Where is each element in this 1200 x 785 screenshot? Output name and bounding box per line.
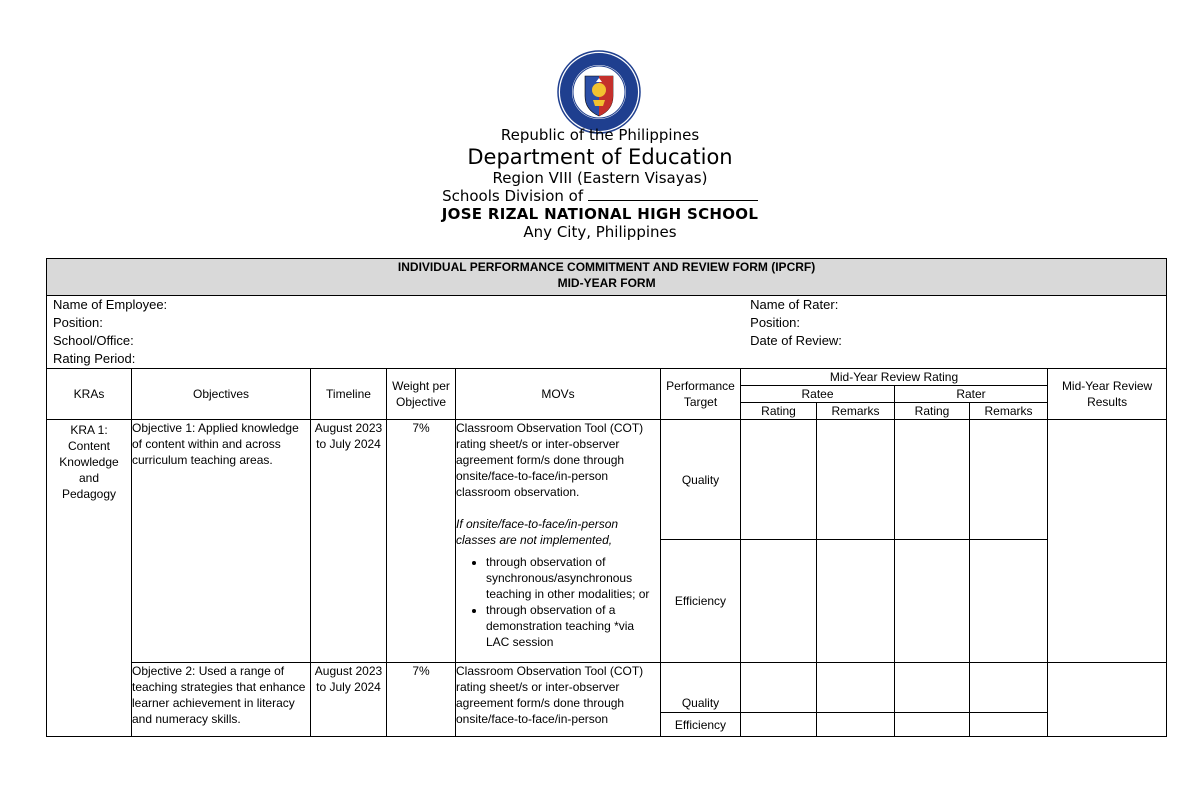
- objective-cell: Objective 2: Used a range of teaching strategies that enhance learner achievement in literacy and numeracy skills.: [132, 663, 311, 737]
- col-header-performance-target: Performance Target: [661, 369, 741, 420]
- col-header-results: Mid-Year Review Results: [1048, 369, 1167, 420]
- ipcrf-table: [46, 258, 1167, 737]
- kra-cell: KRA 1: Content Knowledge and Pedagogy: [47, 420, 132, 737]
- ratee-rating-input[interactable]: [741, 540, 817, 663]
- ratee-rating-input[interactable]: [741, 713, 817, 737]
- results-input[interactable]: [1048, 420, 1167, 663]
- rater-remarks-input[interactable]: [970, 713, 1048, 737]
- region-heading: Region VIII (Eastern Visayas): [492, 169, 708, 187]
- mov-note: If onsite/face-to-face/in-person classes are not implemented,: [456, 517, 619, 547]
- rater-remarks-input[interactable]: [970, 540, 1048, 663]
- col-header-ratee: Ratee: [741, 386, 895, 403]
- timeline-cell: August 2023 to July 2024: [311, 663, 387, 737]
- col-header-rater-remarks: Remarks: [970, 403, 1048, 420]
- school-office-label: School/Office:: [53, 333, 134, 348]
- rating-period-label: Rating Period:: [53, 351, 136, 366]
- republic-heading: Republic of the Philippines: [500, 126, 700, 144]
- date-of-review-label: Date of Review:: [750, 333, 842, 348]
- employee-fields: [53, 296, 743, 368]
- ratee-rating-input[interactable]: [741, 663, 817, 713]
- col-header-ratee-rating: Rating: [741, 403, 817, 420]
- form-subtitle: MID-YEAR FORM: [557, 276, 656, 290]
- col-header-movs: MOVs: [456, 369, 661, 420]
- col-header-ratee-remarks: Remarks: [817, 403, 895, 420]
- rater-rating-input[interactable]: [895, 663, 970, 713]
- target-efficiency-cell: Efficiency: [661, 540, 741, 663]
- target-efficiency-cell: Efficiency: [661, 713, 741, 737]
- name-of-employee-label: Name of Employee:: [53, 297, 168, 312]
- division-label: Schools Division of: [442, 187, 584, 205]
- rater-remarks-input[interactable]: [970, 420, 1048, 540]
- list-item: • through observation of synchronous/asynchronous teaching in other modalities; or: [486, 554, 660, 602]
- target-quality-cell: Quality: [661, 663, 741, 713]
- results-input[interactable]: [1048, 663, 1167, 737]
- division-heading: [0, 187, 1200, 205]
- timeline-cell: August 2023 to July 2024: [311, 420, 387, 663]
- col-header-kras: KRAs: [47, 369, 132, 420]
- table-row: [47, 420, 1167, 540]
- rater-position-label: Position:: [750, 315, 801, 330]
- col-header-mid-year-review-rating: Mid-Year Review Rating: [741, 369, 1048, 386]
- col-header-rater: Rater: [895, 386, 1048, 403]
- target-quality-cell: Quality: [661, 420, 741, 540]
- col-header-weight: Weight per Objective: [387, 369, 456, 420]
- position-label: Position:: [53, 315, 103, 330]
- ratee-remarks-input[interactable]: [817, 663, 895, 713]
- mov-text: Classroom Observation Tool (COT) rating sheet/s or inter-observer agreement form/s done through onsite/face-to-face/in-person classroom observation.: [456, 421, 644, 499]
- weight-cell: 7%: [387, 420, 456, 663]
- mov-bullet-list: [456, 554, 660, 650]
- ratee-remarks-input[interactable]: [817, 420, 895, 540]
- ratee-remarks-input[interactable]: [817, 713, 895, 737]
- weight-cell: 7%: [387, 663, 456, 737]
- city-heading: Any City, Philippines: [523, 223, 677, 241]
- division-blank-line: [588, 187, 758, 201]
- rater-rating-input[interactable]: [895, 540, 970, 663]
- form-title: INDIVIDUAL PERFORMANCE COMMITMENT AND REVIEW FORM (IPCRF): [397, 260, 816, 274]
- rater-fields: [750, 296, 1160, 368]
- employee-info-cell: [47, 296, 1167, 369]
- rater-rating-input[interactable]: [895, 713, 970, 737]
- col-header-timeline: Timeline: [311, 369, 387, 420]
- objective-cell: Objective 1: Applied knowledge of content within and across curriculum teaching areas.: [132, 420, 311, 663]
- deped-seal-logo: [557, 50, 641, 134]
- form-title-cell: [47, 259, 1167, 296]
- list-item: • through observation of a demonstration teaching *via LAC session: [486, 602, 660, 650]
- col-header-rater-rating: Rating: [895, 403, 970, 420]
- ratee-remarks-input[interactable]: [817, 540, 895, 663]
- mov-cell: [456, 420, 661, 663]
- col-header-objectives: Objectives: [132, 369, 311, 420]
- name-of-rater-label: Name of Rater:: [750, 297, 839, 312]
- mov-cell: Classroom Observation Tool (COT) rating sheet/s or inter-observer agreement form/s done through onsite/face-to-face/in-person: [456, 663, 661, 737]
- rater-remarks-input[interactable]: [970, 663, 1048, 713]
- ratee-rating-input[interactable]: [741, 420, 817, 540]
- table-row: [47, 663, 1167, 713]
- rater-rating-input[interactable]: [895, 420, 970, 540]
- department-heading: Department of Education: [467, 145, 733, 169]
- school-name: JOSE RIZAL NATIONAL HIGH SCHOOL: [441, 205, 759, 223]
